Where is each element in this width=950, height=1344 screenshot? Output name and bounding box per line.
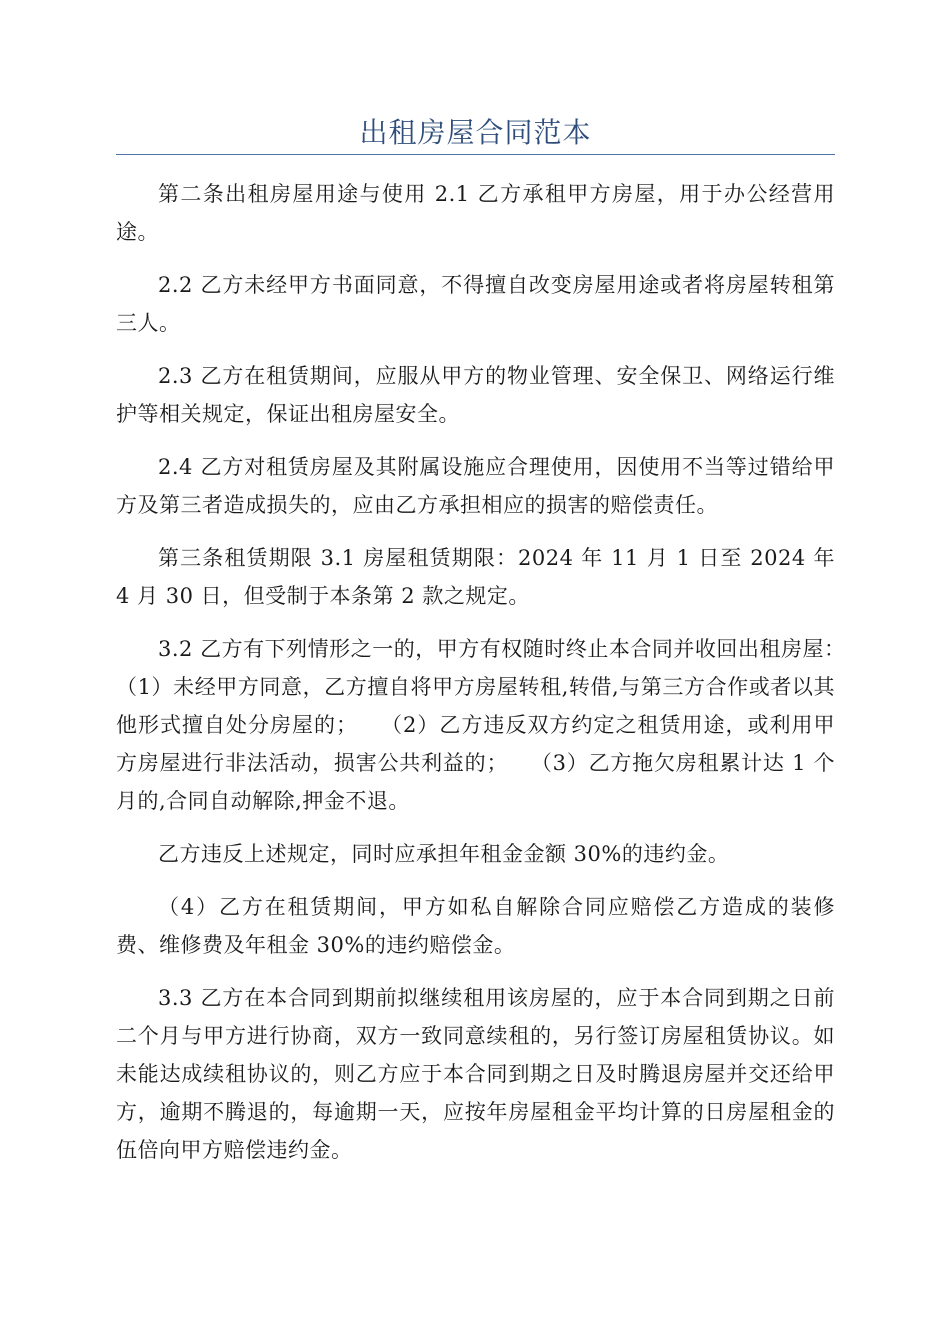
paragraph-3-2: 3.2 乙方有下列情形之一的，甲方有权随时终止本合同并收回出租房屋： （1）未经甲方同意，乙方擅自将甲方房屋转租,转借,与第三方合作或者以其他形式擅自处分房屋的； （2）乙方违反双方约定之租赁用途，或利用甲方房屋进行非法活动，损害公共利益的； （3）乙方拖欠房租累计达 1 个月的,合同自动解除,押金不退。	[116, 637, 857, 813]
paragraph-2-4: 2.4 乙方对租赁房屋及其附属设施应合理使用，因使用不当等过错给甲方及第三者造成损失的，应由乙方承担相应的损害的赔偿责任。	[116, 455, 835, 517]
paragraph-article-2-1: 第二条出租房屋用途与使用 2.1 乙方承租甲方房屋，用于办公经营用途。	[116, 182, 835, 244]
paragraph-2-2: 2.2 乙方未经甲方书面同意，不得擅自改变房屋用途或者将房屋转租第三人。	[116, 273, 835, 335]
document-body	[116, 175, 857, 1169]
paragraph-penalty: 乙方违反上述规定，同时应承担年租金金额 30%的违约金。	[158, 842, 730, 866]
paragraph-2-3: 2.3 乙方在租赁期间，应服从甲方的物业管理、安全保卫、网络运行维护等相关规定，保证出租房屋安全。	[116, 364, 835, 426]
paragraph-3-3: 3.3 乙方在本合同到期前拟继续租用该房屋的，应于本合同到期之日前二个月与甲方进行协商，双方一致同意续租的，另行签订房屋租赁协议。如未能达成续租协议的，则乙方应于本合同到期之日及时腾退房屋并交还给甲方，逾期不腾退的，每逾期一天，应按年房屋租金平均计算的日房屋租金的伍倍向甲方赔偿违约金。	[116, 986, 835, 1162]
paragraph-item-4: （4）乙方在租赁期间，甲方如私自解除合同应赔偿乙方造成的装修费、维修费及年租金 30%的违约赔偿金。	[116, 895, 835, 957]
paragraph-article-3-1: 第三条租赁期限 3.1 房屋租赁期限：2024 年 11 月 1 日至 2024 年 4 月 30 日，但受制于本条第 2 款之规定。	[116, 546, 843, 608]
document-page	[116, 0, 857, 1184]
document-title: 出租房屋合同范本	[359, 116, 592, 149]
title-underline	[116, 154, 835, 155]
